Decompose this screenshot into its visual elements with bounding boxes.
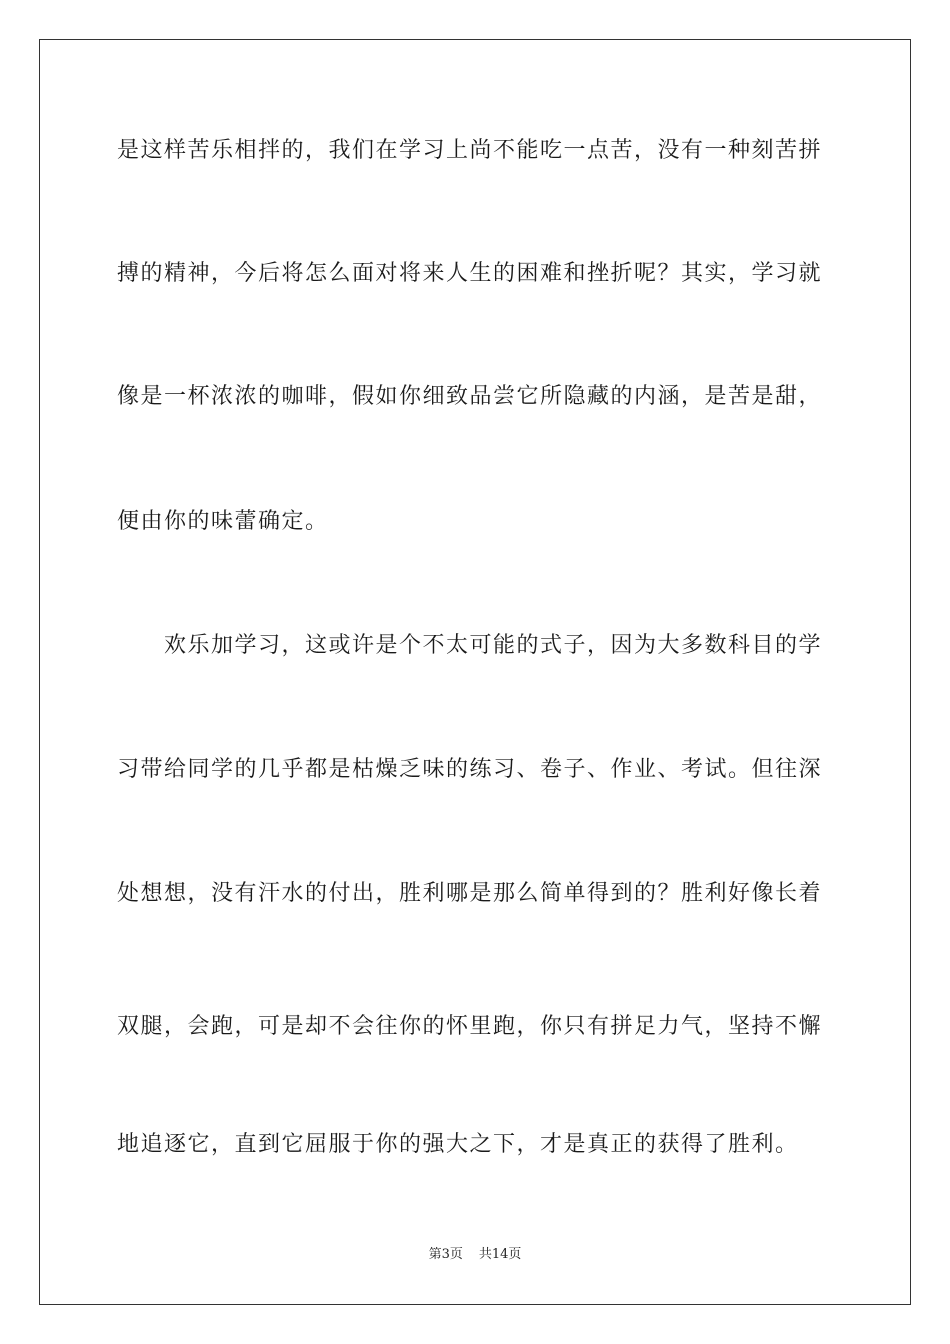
page-total: 共14页 — [478, 1247, 522, 1262]
page-footer — [0, 1246, 950, 1264]
text-line-1: 是这样苦乐相拌的，我们在学习上尚不能吃一点苦，没有一种刻苦拼 — [117, 138, 823, 163]
text-line-8: 双腿，会跑，可是却不会往你的怀里跑，你只有拼足力气，坚持不懈 — [117, 1014, 823, 1039]
text-line-4: 便由你的味蕾确定。 — [117, 509, 329, 534]
text-line-3: 像是一杯浓浓的咖啡，假如你细致品尝它所隐藏的内涵，是苦是甜， — [117, 384, 823, 409]
text-line-2: 搏的精神，今后将怎么面对将来人生的困难和挫折呢？其实，学习就 — [117, 261, 823, 286]
text-line-7: 处想想，没有汗水的付出，胜利哪是那么简单得到的？胜利好像长着 — [117, 881, 823, 906]
text-line-6: 习带给同学的几乎都是枯燥乏味的练习、卷子、作业、考试。但往深 — [117, 757, 823, 782]
text-line-5: 欢乐加学习，这或许是个不太可能的式子，因为大多数科目的学 — [117, 633, 823, 658]
text-line-9: 地追逐它，直到它屈服于你的强大之下，才是真正的获得了胜利。 — [117, 1132, 799, 1157]
page-border — [39, 39, 911, 1305]
page-number: 第3页 — [428, 1247, 463, 1262]
